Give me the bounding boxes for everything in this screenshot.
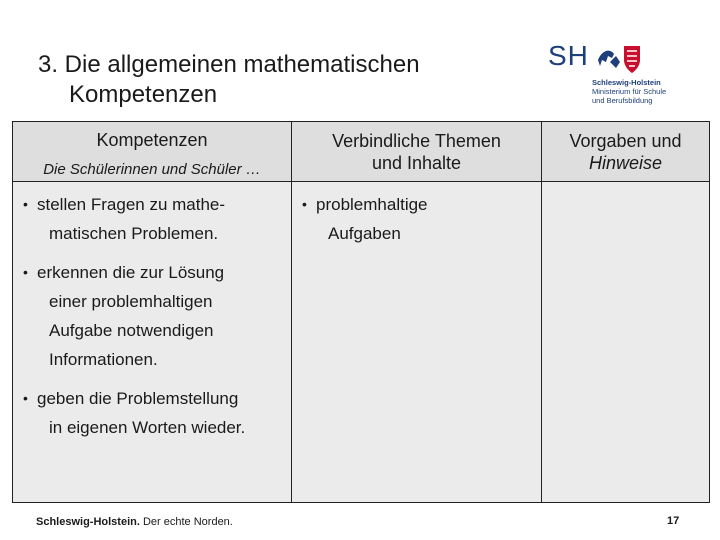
list-item: • geben die Problemstellung in eigenen Worten wieder. bbox=[23, 384, 283, 442]
slide-title bbox=[38, 50, 538, 110]
logo-line-3: und Berufsbildung bbox=[592, 96, 653, 105]
logo-line-2: Ministerium für Schule bbox=[592, 87, 667, 96]
page-number: 17 bbox=[667, 515, 680, 527]
header-students: Die Schülerinnen und Schüler … bbox=[43, 161, 261, 178]
logo-text bbox=[592, 78, 666, 105]
column-notes bbox=[541, 122, 709, 502]
footer-slogan: Der echte Norden. bbox=[139, 516, 233, 528]
column-competences bbox=[13, 122, 291, 502]
footer-brand: Schleswig-Holstein. bbox=[36, 516, 140, 528]
ministry-logo bbox=[548, 40, 688, 104]
competence-table bbox=[12, 121, 710, 503]
column-header-topics: Verbindliche Themen und Inhalte bbox=[292, 122, 541, 182]
title-line-1: 3. Die allgemeinen mathematischen bbox=[38, 51, 420, 78]
crest-icon bbox=[596, 42, 646, 76]
column-header-notes: Vorgaben und Hinweise bbox=[542, 122, 709, 182]
column-topics bbox=[291, 122, 541, 502]
logo-line-1: Schleswig-Holstein bbox=[592, 78, 661, 87]
list-item: • problemhaltige Aufgaben bbox=[302, 190, 533, 248]
list-item: • erkennen die zur Lösung einer problemhaltigen Aufgabe notwendigen Informationen. bbox=[23, 258, 283, 374]
logo-mark: SH bbox=[548, 40, 589, 71]
title-line-2: Kompetenzen bbox=[69, 81, 218, 108]
footer-claim bbox=[36, 516, 233, 528]
header-competences: Kompetenzen bbox=[96, 130, 208, 150]
column-header-competences bbox=[13, 122, 291, 182]
topic-list bbox=[292, 190, 541, 258]
list-item: • stellen Fragen zu mathe- matischen Problemen. bbox=[23, 190, 283, 248]
competence-list bbox=[13, 190, 291, 452]
